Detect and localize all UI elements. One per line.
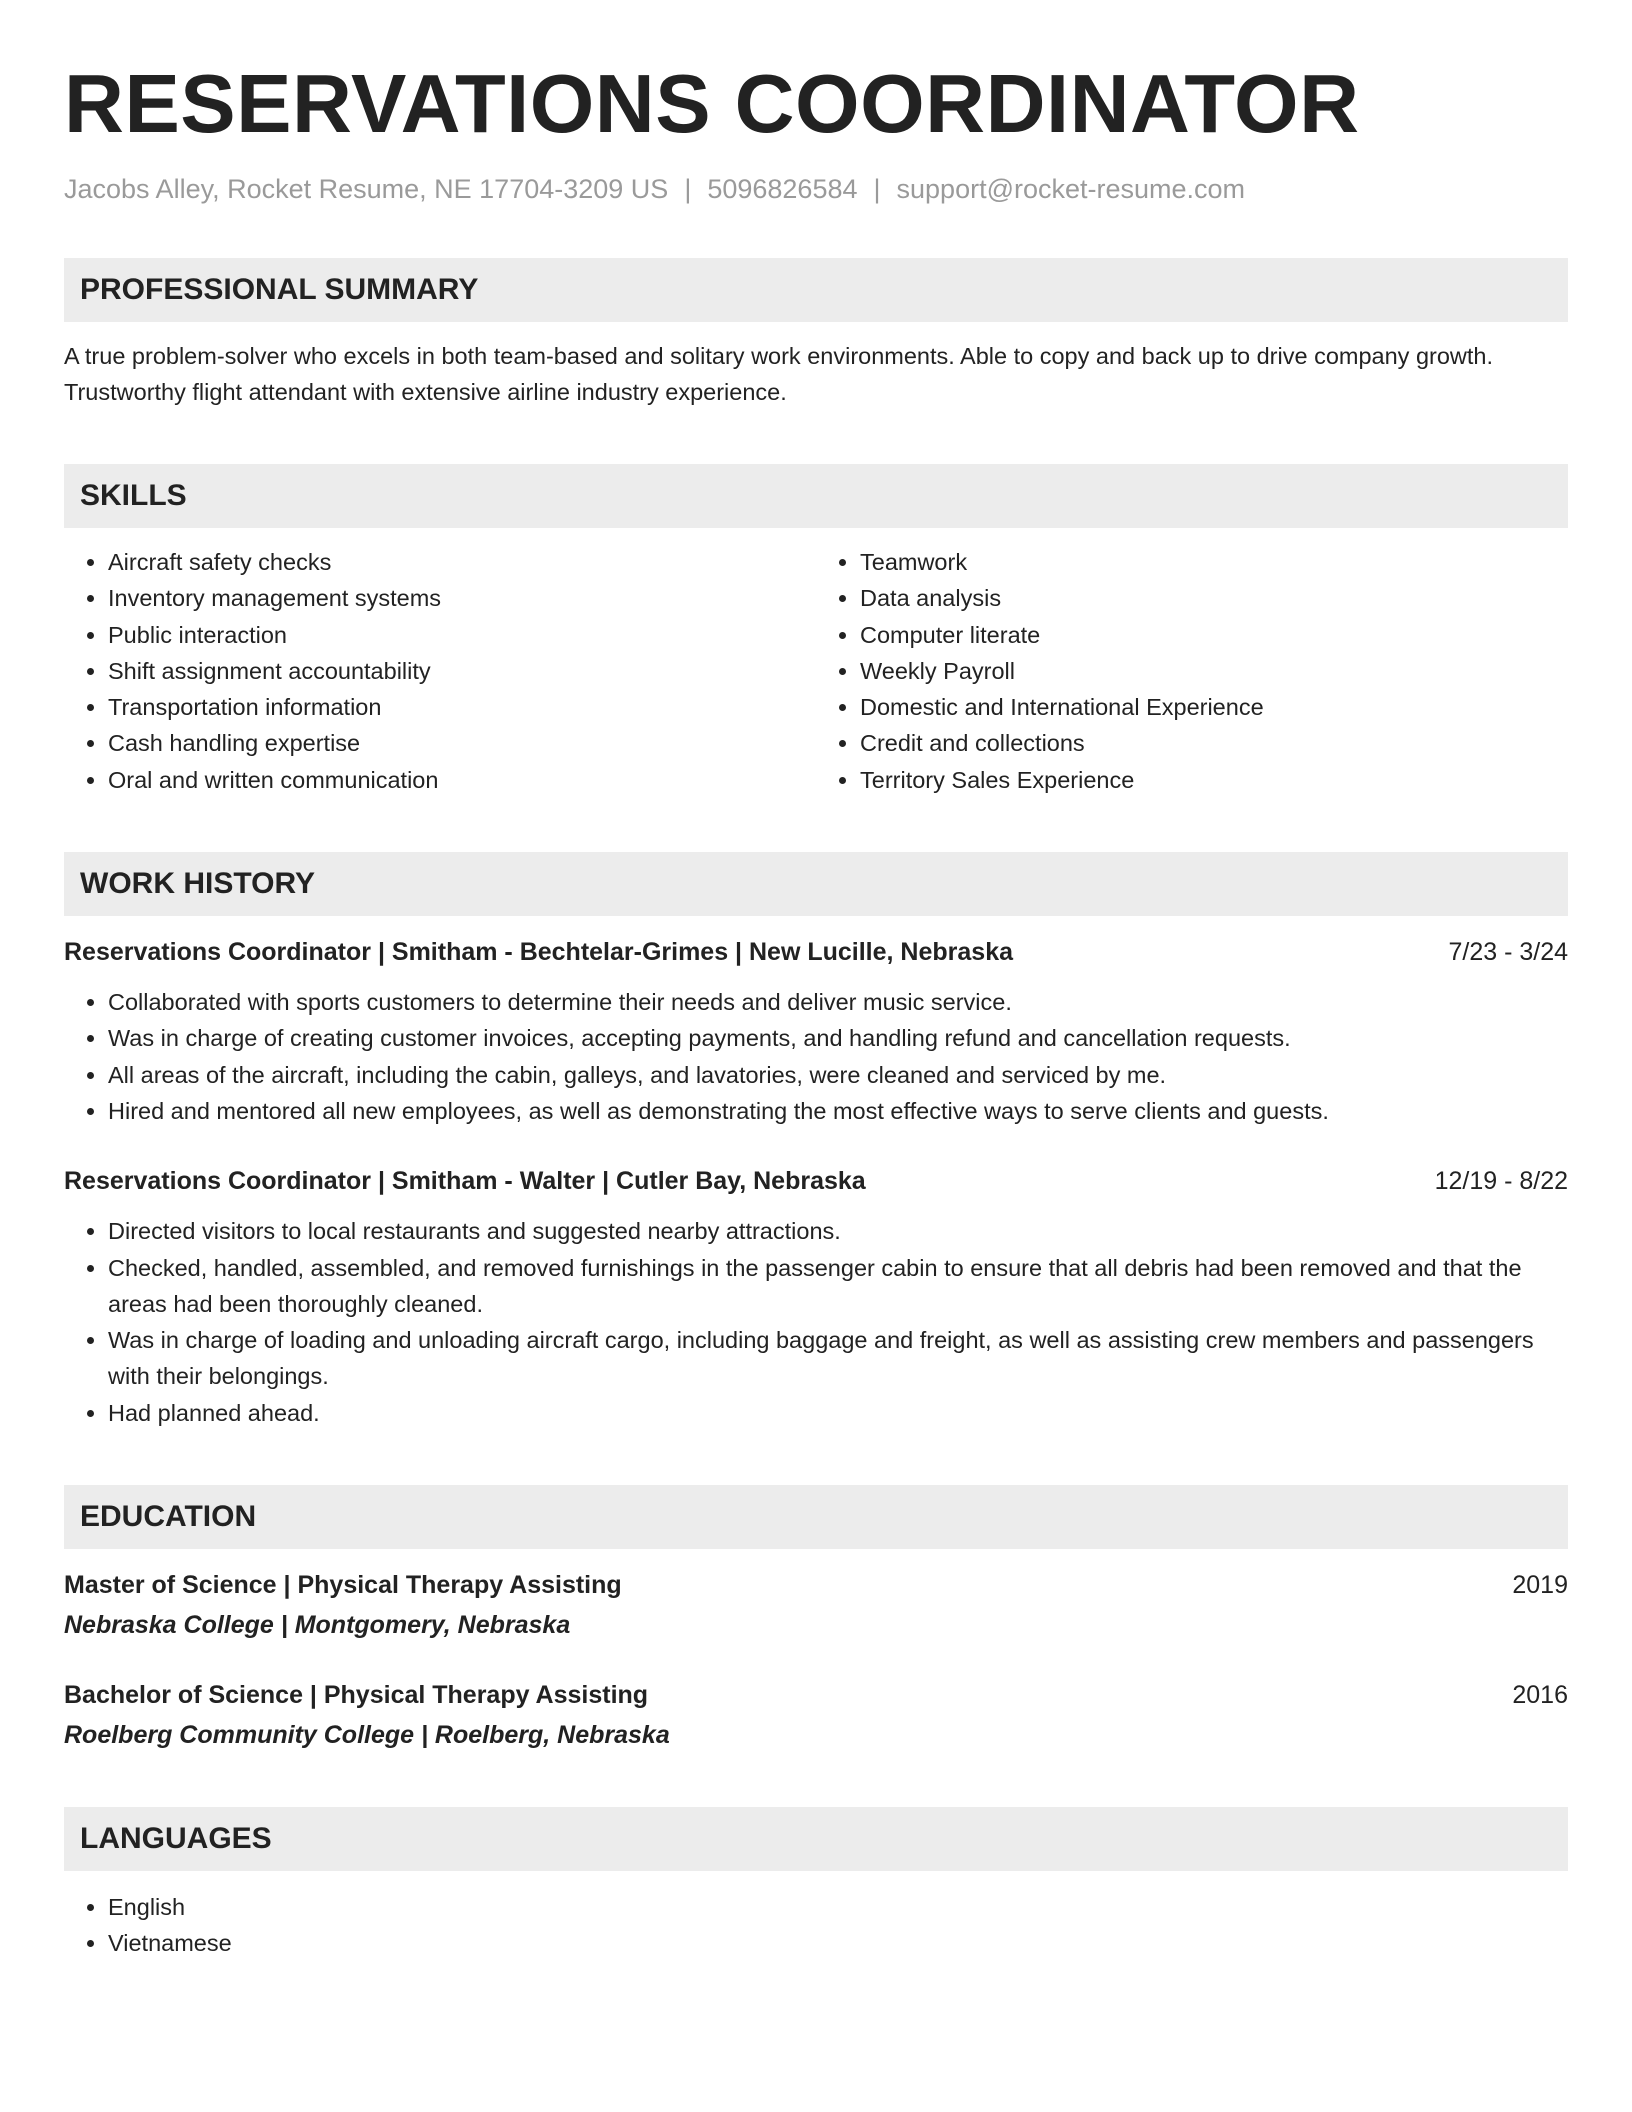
job-bullets bbox=[64, 984, 1568, 1129]
skill-item: • Weekly Payroll bbox=[860, 653, 1568, 689]
language-item: • English bbox=[108, 1889, 1568, 1925]
candidate-title: RESERVATIONS COORDINATOR bbox=[64, 57, 1360, 150]
job-header bbox=[64, 1163, 1568, 1199]
skill-item: • Transportation information bbox=[108, 689, 816, 725]
education-degree: Bachelor of Science | Physical Therapy Assisting bbox=[64, 1681, 649, 1710]
skill-item: • Credit and collections bbox=[860, 725, 1568, 761]
skill-item: • Computer literate bbox=[860, 617, 1568, 653]
contact-separator: | bbox=[684, 174, 692, 204]
skills-columns bbox=[64, 544, 1568, 798]
languages-list bbox=[64, 1889, 1568, 1962]
skill-item: • Domestic and International Experience bbox=[860, 689, 1568, 725]
skill-item: • Oral and written communication bbox=[108, 762, 816, 798]
skill-item: • Territory Sales Experience bbox=[860, 762, 1568, 798]
job-header bbox=[64, 934, 1568, 970]
job-title: Reservations Coordinator | Smitham - Walter | Cutler Bay, Nebraska bbox=[64, 1167, 866, 1196]
job-dates: 7/23 - 3/24 bbox=[1448, 938, 1568, 967]
contact-separator: | bbox=[873, 174, 881, 204]
skill-item: • Cash handling expertise bbox=[108, 725, 816, 761]
section-heading-summary: PROFESSIONAL SUMMARY bbox=[64, 258, 1568, 322]
education-degree: Master of Science | Physical Therapy Assisting bbox=[64, 1571, 622, 1600]
contact-phone: 5096826584 bbox=[707, 174, 858, 204]
education-year: 2019 bbox=[1512, 1571, 1568, 1600]
section-heading-work: WORK HISTORY bbox=[64, 852, 1568, 916]
skill-item: • Shift assignment accountability bbox=[108, 653, 816, 689]
contact-line bbox=[64, 172, 1568, 206]
language-item: • Vietnamese bbox=[108, 1925, 1568, 1961]
contact-address: Jacobs Alley, Rocket Resume, NE 17704-3209 US bbox=[64, 174, 669, 204]
skill-item: • Teamwork bbox=[860, 544, 1568, 580]
section-heading-education: EDUCATION bbox=[64, 1485, 1568, 1549]
job-bullet: • Was in charge of creating customer invoices, accepting payments, and handling refund and cancellation requests. bbox=[108, 1020, 1568, 1056]
job-bullets bbox=[64, 1213, 1568, 1431]
education-header bbox=[64, 1677, 1568, 1713]
job-bullet: • Was in charge of loading and unloading aircraft cargo, including baggage and freight, as well as assisting crew members and passengers with their belongings. bbox=[108, 1322, 1568, 1395]
skill-item: • Aircraft safety checks bbox=[108, 544, 816, 580]
section-heading-skills: SKILLS bbox=[64, 464, 1568, 528]
section-heading-languages: LANGUAGES bbox=[64, 1807, 1568, 1871]
contact-email: support@rocket-resume.com bbox=[896, 174, 1246, 204]
skill-item: • Data analysis bbox=[860, 580, 1568, 616]
skill-item: • Public interaction bbox=[108, 617, 816, 653]
skills-list-right bbox=[816, 544, 1568, 798]
job-bullet: • Had planned ahead. bbox=[108, 1395, 1568, 1431]
job-bullet: • Directed visitors to local restaurants and suggested nearby attractions. bbox=[108, 1213, 1568, 1249]
job-title: Reservations Coordinator | Smitham - Bechtelar-Grimes | New Lucille, Nebraska bbox=[64, 938, 1013, 967]
skills-list-left bbox=[64, 544, 816, 798]
job-bullet: • Collaborated with sports customers to determine their needs and deliver music service. bbox=[108, 984, 1568, 1020]
education-header bbox=[64, 1567, 1568, 1603]
job-dates: 12/19 - 8/22 bbox=[1434, 1167, 1568, 1196]
job-bullet: • Hired and mentored all new employees, as well as demonstrating the most effective ways to serve clients and guests. bbox=[108, 1093, 1568, 1129]
education-school: Roelberg Community College | Roelberg, Nebraska bbox=[64, 1721, 670, 1750]
job-bullet: • Checked, handled, assembled, and removed furnishings in the passenger cabin to ensure that all debris had been removed and that the areas had been thoroughly cleaned. bbox=[108, 1250, 1568, 1323]
education-school: Nebraska College | Montgomery, Nebraska bbox=[64, 1611, 571, 1640]
job-bullet: • All areas of the aircraft, including the cabin, galleys, and lavatories, were cleaned and serviced by me. bbox=[108, 1057, 1568, 1093]
skill-item: • Inventory management systems bbox=[108, 580, 816, 616]
summary-text: A true problem-solver who excels in both team-based and solitary work environments. Able to copy and back up to drive company growth. Trustworthy flight attendant with extensive airline industry experience. bbox=[64, 343, 1494, 405]
education-year: 2016 bbox=[1512, 1681, 1568, 1710]
